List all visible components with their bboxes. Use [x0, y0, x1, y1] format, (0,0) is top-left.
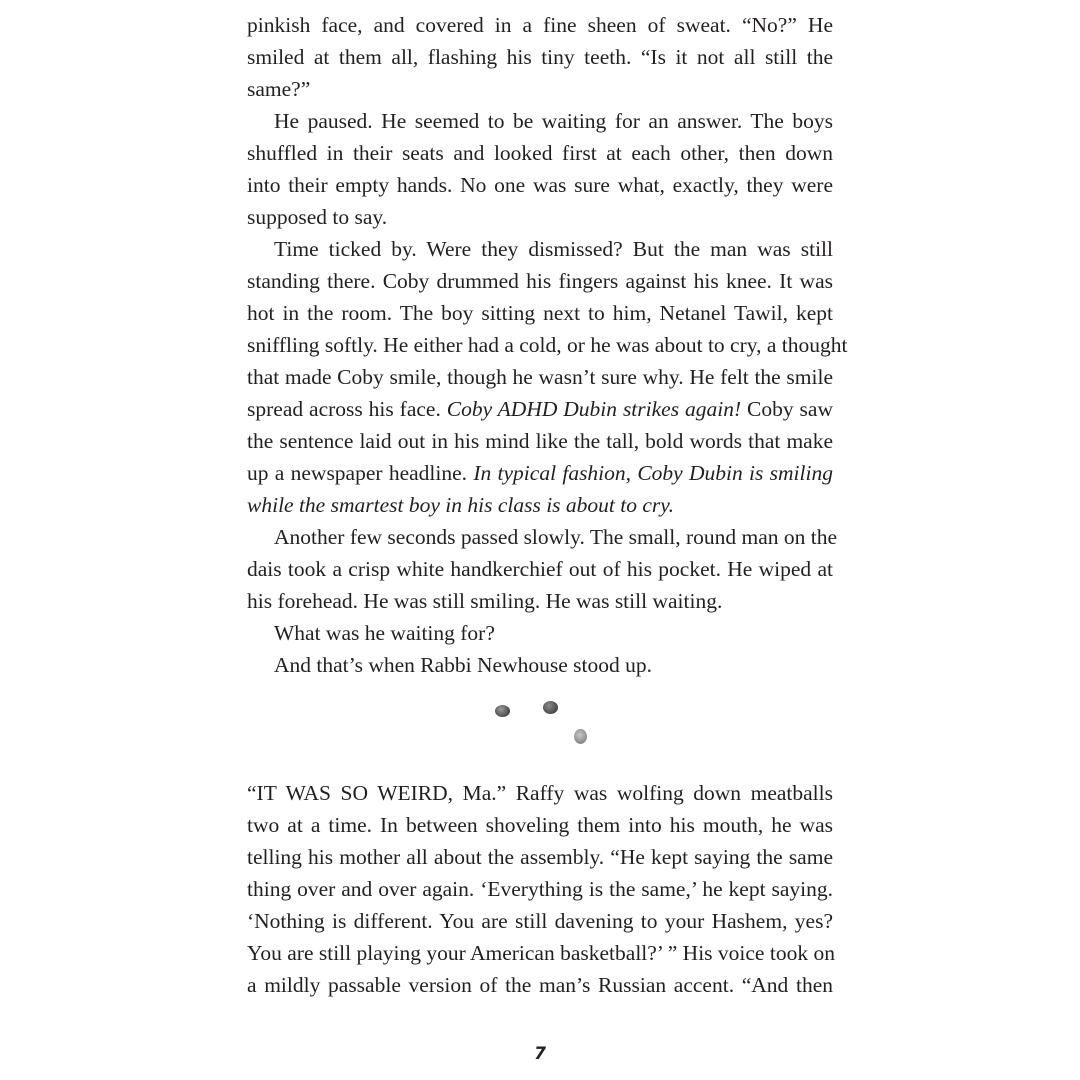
text-line-italic: while the smartest boy in his class is about to cry. — [247, 493, 674, 517]
text-line: telling his mother all about the assembly. “He kept saying the same — [247, 845, 833, 869]
paragraphs-middle — [247, 521, 838, 681]
section-break-ornament — [247, 681, 833, 777]
text-line: What was he waiting for? — [274, 621, 495, 645]
text-line: dais took a crisp white handkerchief out of his pocket. He wiped at — [247, 557, 833, 581]
meatball-icon — [495, 705, 510, 717]
text-line: a mildly passable version of the man’s Russian accent. “And then — [247, 973, 833, 997]
text-line: smiled at them all, flashing his tiny teeth. “Is it not all still the — [247, 45, 833, 69]
text-line: spread across his face. Coby ADHD Dubin strikes again! Coby saw — [247, 397, 833, 421]
text-line: the sentence laid out in his mind like the tall, bold words that make — [247, 429, 833, 453]
text-line: into their empty hands. No one was sure what, exactly, they were — [247, 173, 833, 197]
text-line: “IT WAS SO WEIRD, Ma.” Raffy was wolfing down meatballs — [247, 781, 833, 805]
text-line: shuffled in their seats and looked first at each other, then down — [247, 141, 833, 165]
text-line: ‘Nothing is different. You are still davening to your Hashem, yes? — [247, 909, 833, 933]
text-line: up a newspaper headline. In typical fashion, Coby Dubin is smiling — [247, 461, 833, 485]
text-line: same?” — [247, 77, 311, 101]
text-line: two at a time. In between shoveling them into his mouth, he was — [247, 813, 833, 837]
text-line: hot in the room. The boy sitting next to him, Netanel Tawil, kept — [247, 301, 833, 325]
text-line: sniffling softly. He either had a cold, or he was about to cry, a thought — [247, 333, 848, 357]
italic-headline: In typical fashion, Coby Dubin is smiling — [473, 461, 833, 485]
paragraphs-top — [247, 9, 848, 393]
italic-thought: Coby ADHD Dubin strikes again! — [446, 397, 742, 421]
text-line: You are still playing your American basketball?’ ” His voice took on — [247, 941, 835, 965]
page-number: 7 — [534, 1044, 546, 1064]
text-line: Time ticked by. Were they dismissed? But the man was still — [274, 237, 833, 261]
text-line: that made Coby smile, though he wasn’t sure why. He felt the smile — [247, 365, 833, 389]
text-line: his forehead. He was still smiling. He was still waiting. — [247, 589, 723, 613]
meatball-icon — [543, 701, 558, 714]
book-page-text — [247, 9, 848, 1001]
text-line: standing there. Coby drummed his fingers against his knee. It was — [247, 269, 833, 293]
text-line: He paused. He seemed to be waiting for an answer. The boys — [274, 109, 833, 133]
text-line: pinkish face, and covered in a fine sheen of sweat. “No?” He — [247, 13, 833, 37]
meatball-icon — [574, 729, 587, 744]
paragraphs-bottom — [247, 777, 833, 1001]
text-line: thing over and over again. ‘Everything is the same,’ he kept saying. — [247, 877, 833, 901]
text-line: supposed to say. — [247, 205, 388, 229]
text-line: And that’s when Rabbi Newhouse stood up. — [274, 653, 653, 677]
text-line: Another few seconds passed slowly. The small, round man on the — [274, 525, 838, 549]
